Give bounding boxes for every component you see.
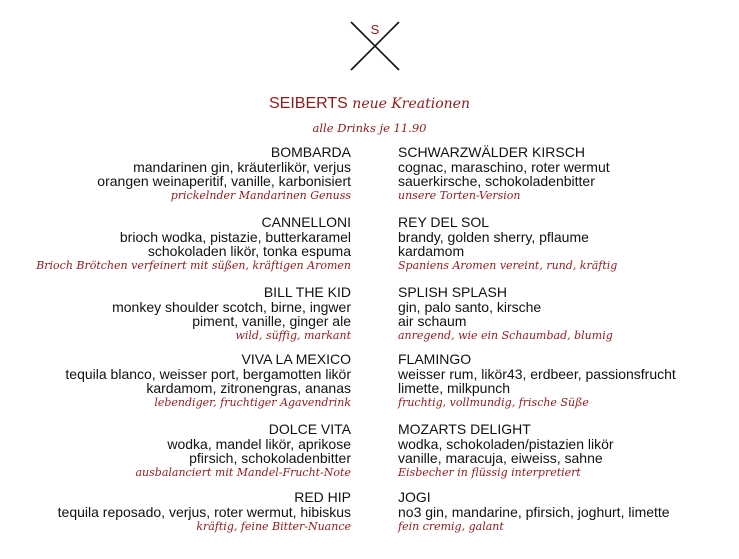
drink-ingredients: wodka, mandel likör, aprikose xyxy=(167,436,351,452)
drink-item xyxy=(398,490,733,534)
drink-item xyxy=(398,422,733,480)
drink-item xyxy=(11,285,351,343)
drink-ingredients: air schaum xyxy=(398,313,467,329)
drink-name: REY DEL SOL xyxy=(398,214,490,230)
drink-ingredients: vanille, maracuja, eiweiss, sahne xyxy=(398,450,603,466)
menu-title xyxy=(0,95,739,113)
drink-description: anregend, wie ein Schaumbad, blumig xyxy=(398,329,613,342)
price-note: alle Drinks je 11.90 xyxy=(312,121,427,135)
drink-name: SCHWARZWÄLDER KIRSCH xyxy=(398,144,585,160)
drink-name: BILL THE KID xyxy=(263,284,351,300)
drink-ingredients: piment, vanille, ginger ale xyxy=(192,313,351,329)
drink-description: fruchtig, vollmundig, frische Süße xyxy=(398,396,589,409)
drink-item xyxy=(398,145,733,203)
drink-name: FLAMINGO xyxy=(398,351,472,367)
drink-description: Brioch Brötchen verfeinert mit süßen, kräftigen Aromen xyxy=(36,259,351,272)
drink-name: JOGI xyxy=(398,489,431,505)
drink-ingredients: brandy, golden sherry, pflaume xyxy=(398,229,589,245)
drink-ingredients: cognac, maraschino, roter wermut xyxy=(398,159,610,175)
drink-item xyxy=(398,215,733,273)
drink-ingredients: monkey shoulder scotch, birne, ingwer xyxy=(112,299,351,315)
drink-description: Spaniens Aromen vereint, rund, kräftig xyxy=(398,259,618,272)
drink-name: MOZARTS DELIGHT xyxy=(398,421,531,437)
drink-name: BOMBARDA xyxy=(270,144,351,160)
drink-ingredients: sauerkirsche, schokoladenbitter xyxy=(398,173,595,189)
drink-ingredients: schokoladen likör, tonka espuma xyxy=(147,243,351,259)
drink-ingredients: kardamom, zitronengras, ananas xyxy=(146,380,351,396)
drink-name: VIVA LA MEXICO xyxy=(241,351,351,367)
drink-item xyxy=(11,145,351,203)
drink-item xyxy=(398,285,733,343)
drink-name: SPLISH SPLASH xyxy=(398,284,507,300)
drink-description: fein cremig, galant xyxy=(398,520,504,533)
brand-name: SEIBERTS xyxy=(269,95,348,112)
drink-description: lebendiger, fruchtiger Agavendrink xyxy=(154,396,351,409)
drink-ingredients: tequila blanco, weisser port, bergamotten likör xyxy=(65,366,351,382)
drink-description: unsere Torten-Version xyxy=(398,189,521,202)
drink-name: DOLCE VITA xyxy=(268,421,351,437)
drink-ingredients: gin, palo santo, kirsche xyxy=(398,299,542,315)
drink-item xyxy=(398,352,733,410)
drink-ingredients: orangen weinaperitif, vanille, karbonisiert xyxy=(97,173,351,189)
drink-ingredients: weisser rum, likör43, erdbeer, passionsfrucht xyxy=(398,366,676,382)
drink-description: kräftig, feine Bitter-Nuance xyxy=(196,520,351,533)
drink-ingredients: tequila reposado, verjus, roter wermut, hibiskus xyxy=(57,504,351,520)
drink-item xyxy=(11,215,351,273)
drink-ingredients: brioch wodka, pistazie, butterkaramel xyxy=(119,229,351,245)
drink-item xyxy=(11,490,351,534)
drink-description: prickelnder Mandarinen Genuss xyxy=(170,189,351,202)
drink-description: ausbalanciert mit Mandel-Frucht-Note xyxy=(135,466,351,479)
drink-item xyxy=(11,422,351,480)
drink-ingredients: kardamom xyxy=(398,243,465,259)
drink-description: Eisbecher in flüssig interpretiert xyxy=(398,466,581,479)
drink-item xyxy=(11,352,351,410)
crossed-lines-logo-icon xyxy=(345,16,405,76)
drink-ingredients: wodka, schokoladen/pistazien likör xyxy=(398,436,614,452)
drink-ingredients: mandarinen gin, kräuterlikör, verjus xyxy=(133,159,351,175)
drink-ingredients: no3 gin, mandarine, pfirsich, joghurt, limette xyxy=(398,504,670,520)
menu-tagline: neue Kreationen xyxy=(352,96,470,112)
drink-ingredients: pfirsich, schokoladenbitter xyxy=(189,450,351,466)
drink-ingredients: limette, milkpunch xyxy=(398,380,511,396)
drink-name: CANNELLONI xyxy=(261,214,351,230)
logo-letter: S xyxy=(370,22,380,37)
drink-description: wild, süffig, markant xyxy=(235,329,351,342)
drink-name: RED HIP xyxy=(294,489,351,505)
